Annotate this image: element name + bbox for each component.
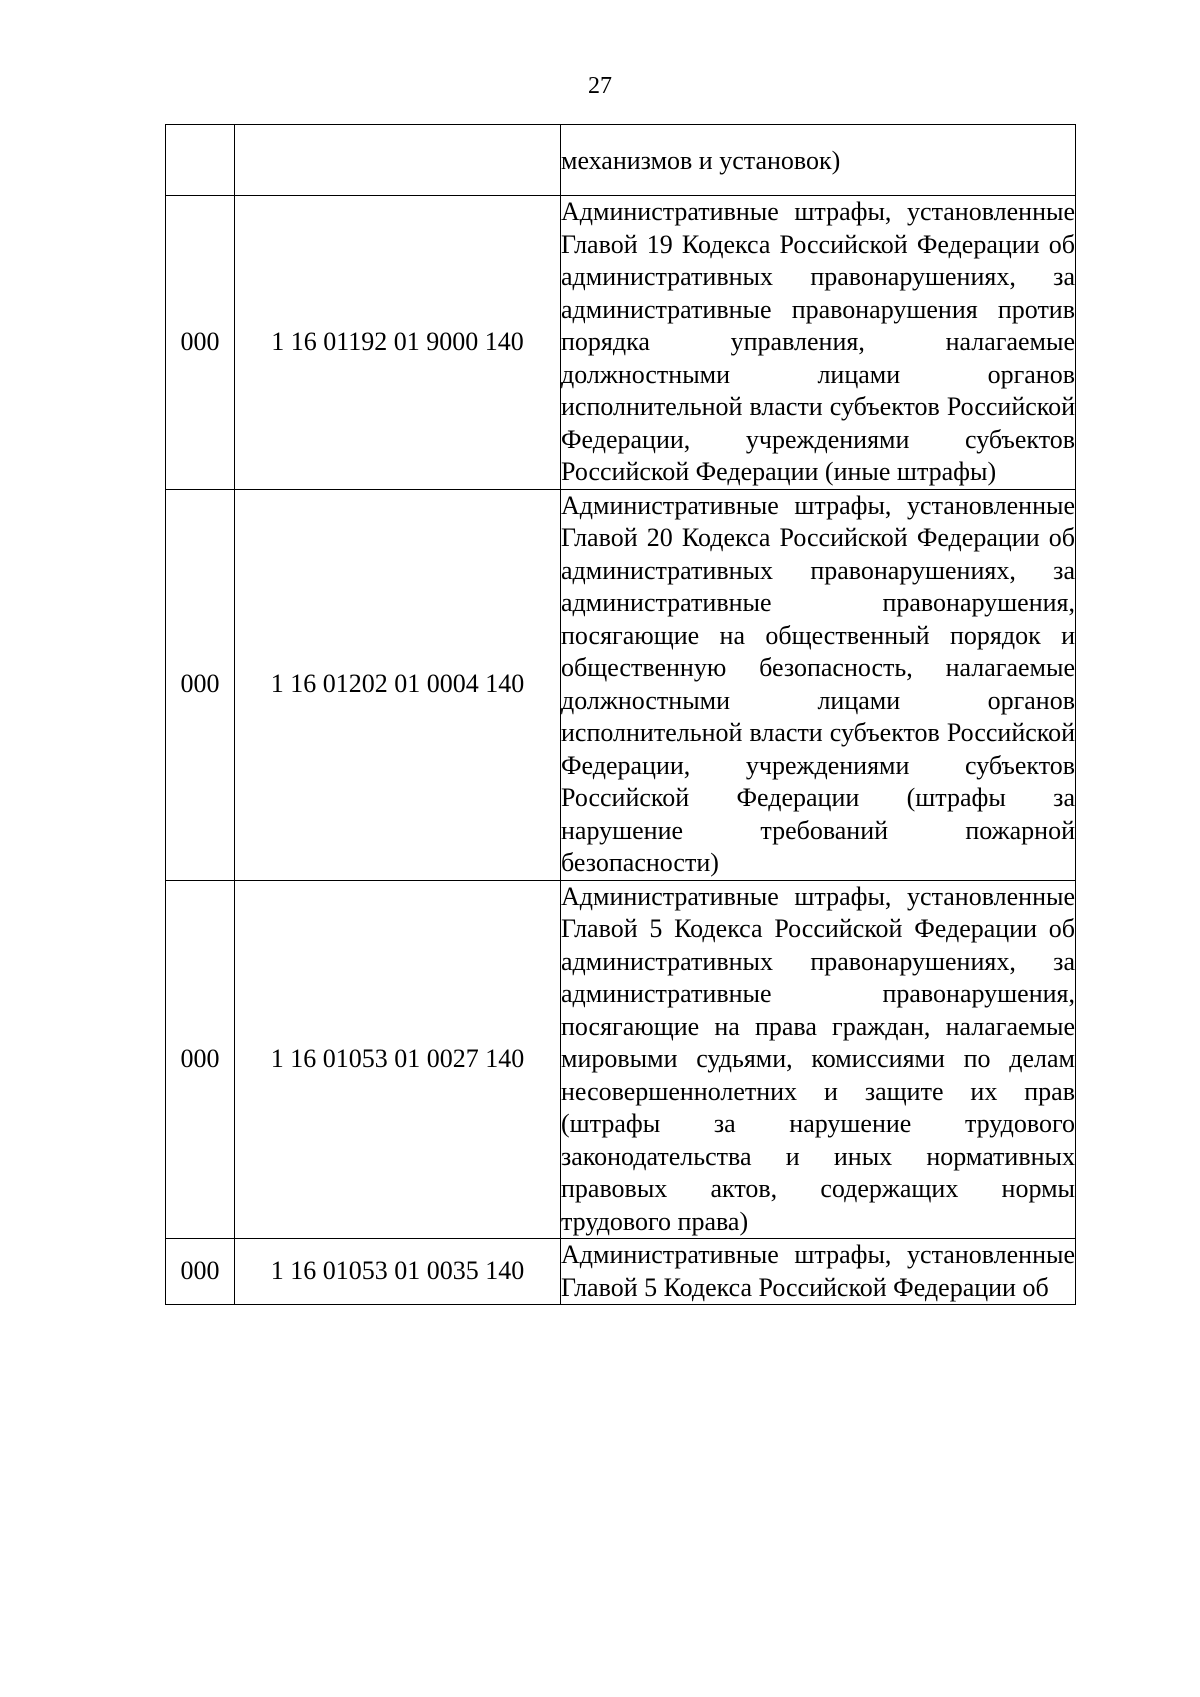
admin-code-cell: 000 (166, 880, 235, 1239)
table-row (166, 880, 1076, 1239)
kbk-code-cell: 1 16 01053 01 0027 140 (235, 880, 561, 1239)
table-row (166, 489, 1076, 880)
kbk-code-cell: 1 16 01053 01 0035 140 (235, 1239, 561, 1305)
revenue-name-text: механизмов и установок) (561, 145, 841, 175)
revenue-name-text: Административные штрафы, установленные Главой 19 Кодекса Российской Федерации об административных правонарушениях, за административные правонарушения против порядка управления, налагаемые должностными лицами органов исполнительной власти субъектов Российской Федерации, учреждениями субъектов Российской Федерации (иные штрафы) (561, 197, 1075, 486)
revenue-name-cell (561, 1239, 1076, 1305)
admin-code-cell: 000 (166, 489, 235, 880)
budget-codes-table (165, 124, 1076, 1305)
revenue-name-text: Административные штрафы, установленные Главой 20 Кодекса Российской Федерации об административных правонарушениях, за административные правонарушения, посягающие на общественный порядок и общественную безопасность, налагаемые должностными лицами органов исполнительной власти субъектов Российской Федерации, учреждениями субъектов Российской Федерации (штрафы за нарушение требований пожарной безопасности) (561, 490, 1075, 877)
kbk-code-cell (235, 125, 561, 196)
kbk-code-cell: 1 16 01192 01 9000 140 (235, 196, 561, 490)
admin-code-cell: 000 (166, 1239, 235, 1305)
table-row (166, 125, 1076, 196)
admin-code-cell (166, 125, 235, 196)
revenue-name-text: Административные штрафы, установленные Главой 5 Кодекса Российской Федерации об административных правонарушениях, за административные правонарушения, посягающие на права граждан, налагаемые мировыми судьями, комиссиями по делам несовершеннолетних и защите их прав (штрафы за нарушение трудового законодательства и иных нормативных правовых актов, содержащих нормы трудового права) (561, 881, 1075, 1236)
revenue-name-cell (561, 489, 1076, 880)
revenue-name-text: Административные штрафы, установленные Главой 5 Кодекса Российской Федерации об (561, 1240, 1075, 1302)
revenue-name-cell (561, 880, 1076, 1239)
revenue-name-cell (561, 125, 1076, 196)
table-row (166, 196, 1076, 490)
admin-code-cell: 000 (166, 196, 235, 490)
page-number: 27 (588, 73, 612, 99)
table-row (166, 1239, 1076, 1305)
kbk-code-cell: 1 16 01202 01 0004 140 (235, 489, 561, 880)
revenue-name-cell (561, 196, 1076, 490)
